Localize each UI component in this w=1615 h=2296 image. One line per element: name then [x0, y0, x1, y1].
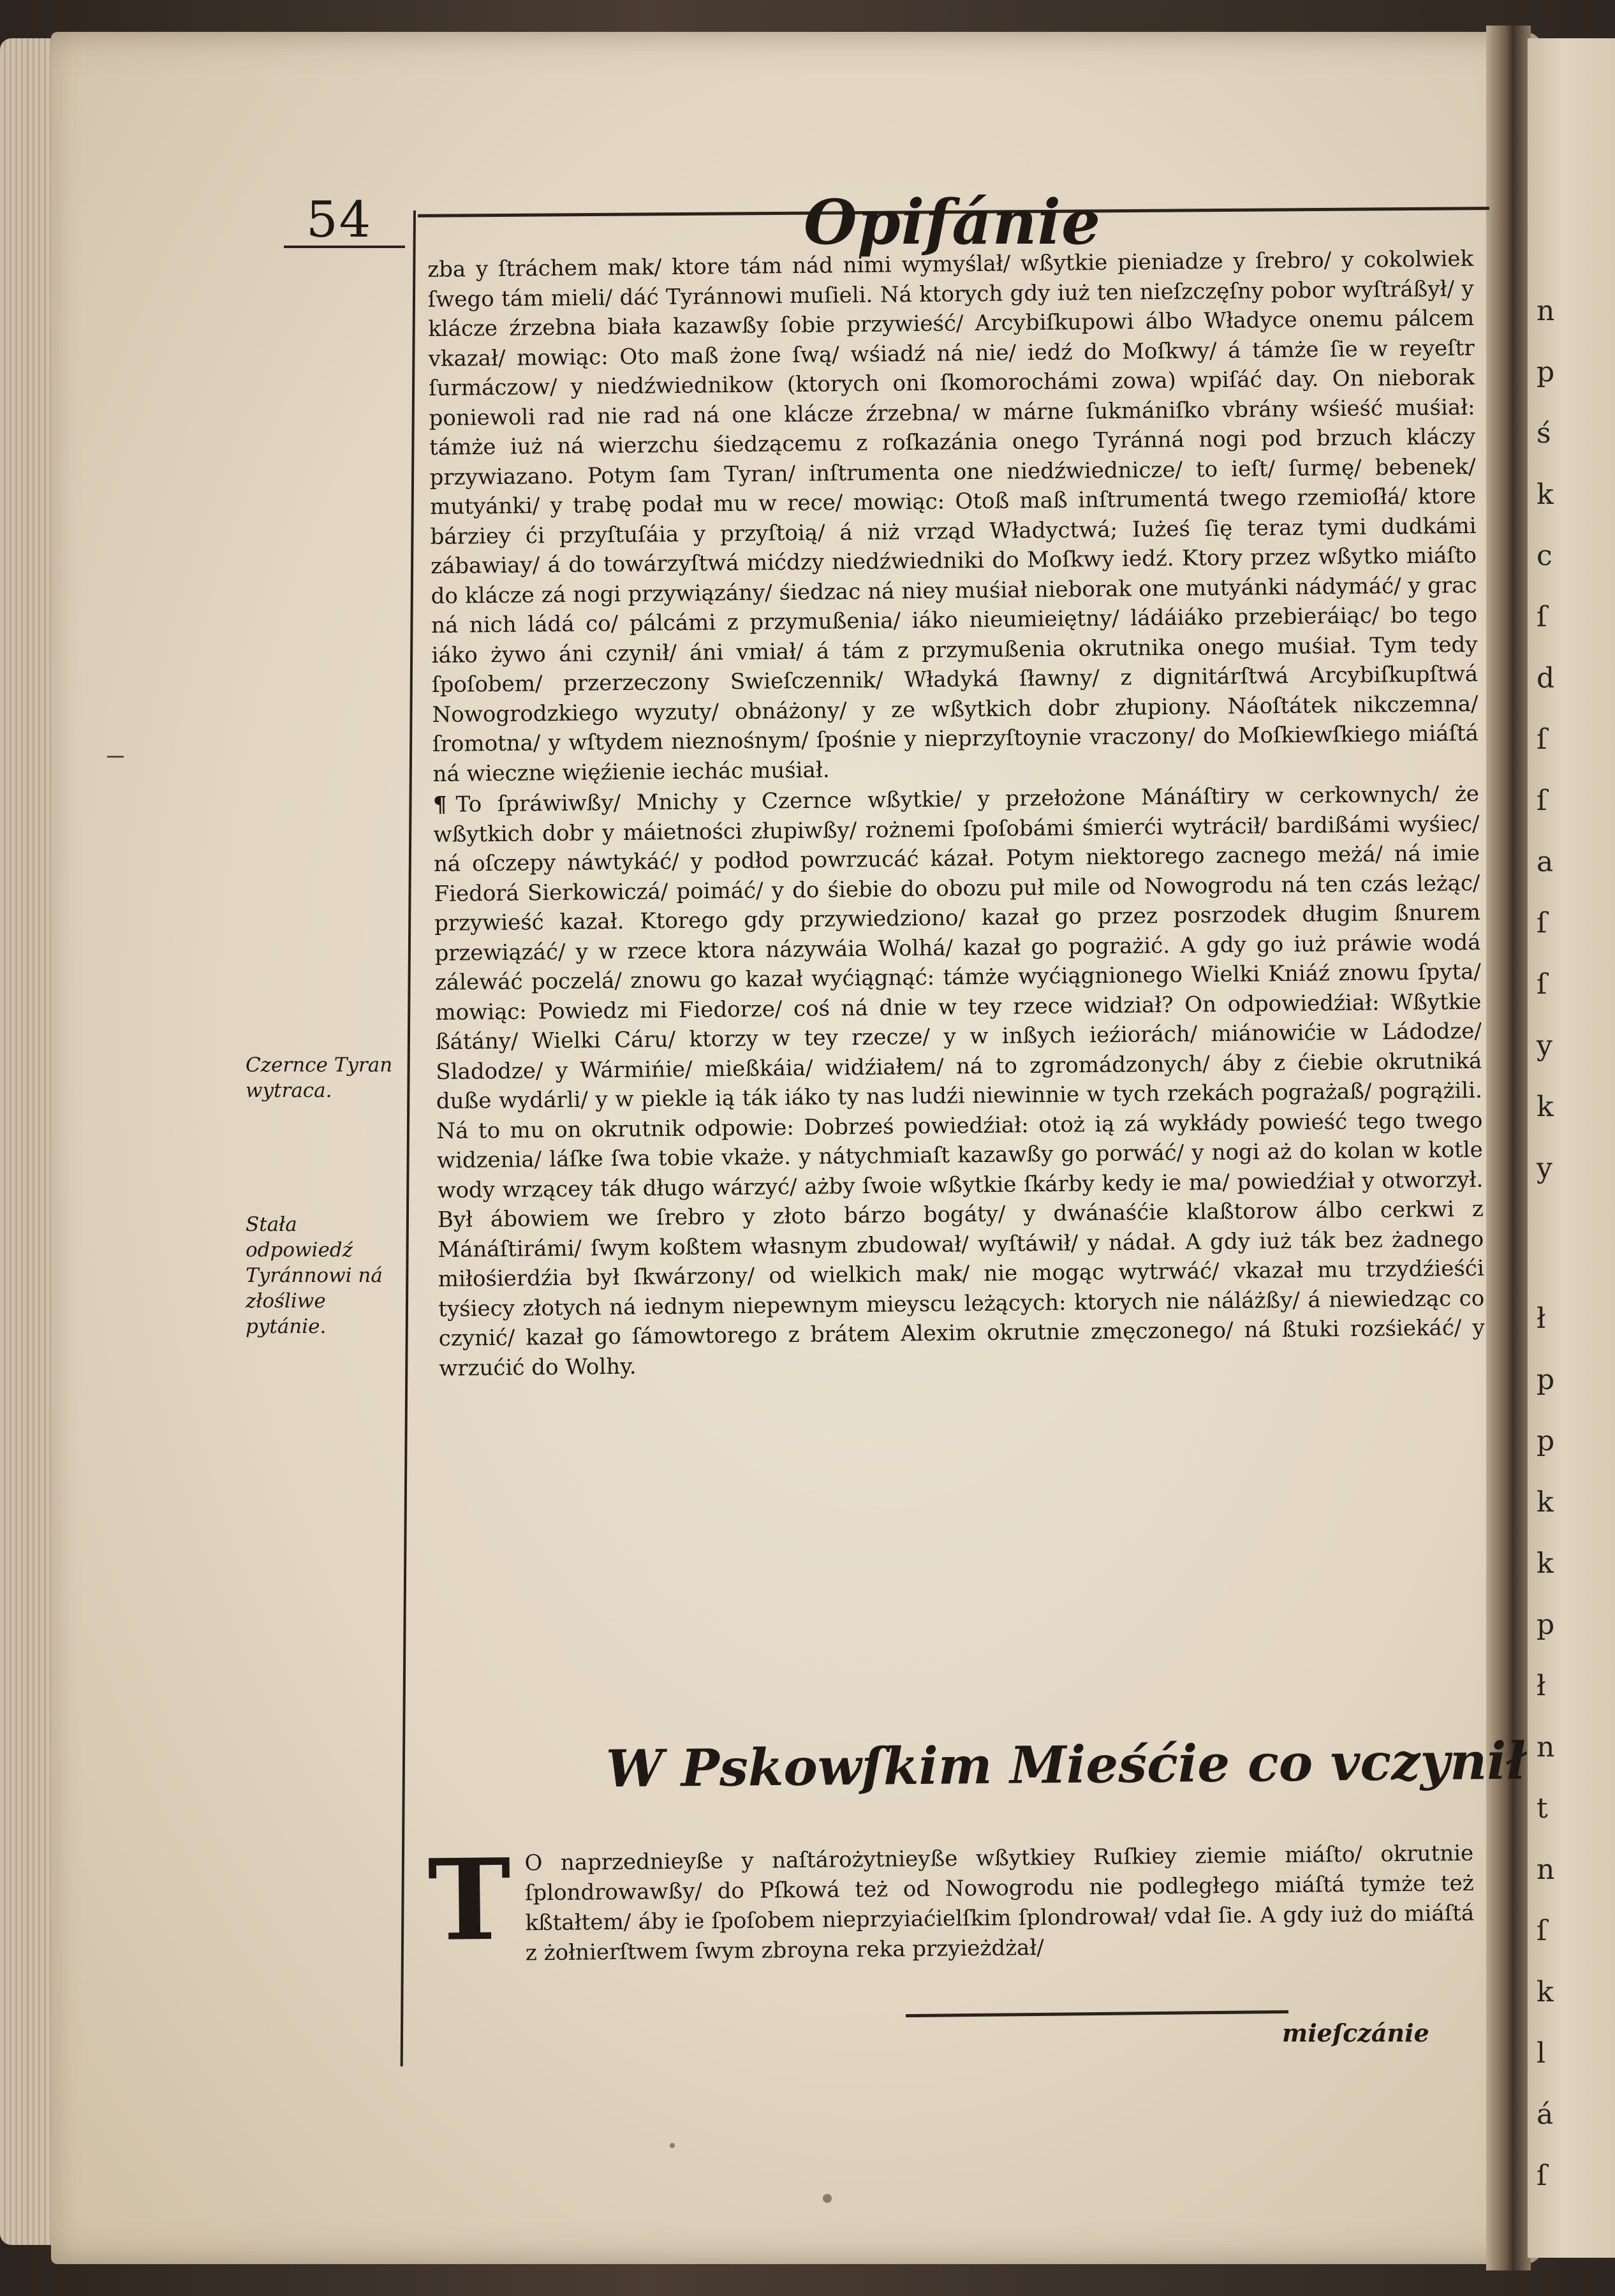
main-text-block — [427, 244, 1485, 1385]
paragraph-text: To ſpráwiwßy/ Mnichy y Czernce wßytkie/ y przełożone Mánáſtiry w cerkownych/ że wßytkich dobr y máietności złupiwßy/ rożnemi ſpoſobámi śmierći wytrácił/ bardißámi wyśiec/ ná oſczepy náwtykáć/ y podłod powrzucáć kázał. Potym niektorego zacnego meżá/ ná imie Fiedorá Sierkowiczá/ poimáć/ y do śiebie do obozu puł mile od Nowogrodu ná ten czás leżąc/ przywieść kazał. Ktorego gdy przywiedziono/ kazał go przez posrzodek długim ßnurem przewiązáć/ y w rzece ktora názywáia Wolhá/ kazał go pograżić. A gdy go iuż práwie wodá zálewáć poczelá/ znowu go kazał wyćiągnąć: támże wyćiągnionego Wielki Kniáź znowu ſpyta/ mowiąc: Powiedz mi Fiedorze/ coś ná dnie w tey rzece widział? On odpowiedźiał: Wßytkie ßátány/ Wielki Cáru/ ktorzy w tey rzecze/ y w inßych ieźiorách/ miánowićie w Ládodze/ Sladodze/ y Wármińie/ mießkáia/ widźiałem/ ná to zgromádzonych/ áby z ćiebie okrutniká duße wydárli/ y w piekle ią ták iáko ty nas ludźi niewinnie w tych rzekách pograżaß/ pogrążili. Ná to mu on okrutnik odpowie: Dobrześ powiedźiał: otoż ią zá wykłády powieść tego twego widzenia/ láſke ſwa tobie vkaże. y nátychmiaſt kazawßy go porwáć/ y nogi aż do kolan w kotle wody wrzącey ták długo wárzyć/ ażby ſwoie wßytkie ſkárby kedy ie ma/ powiedźiał y otworzył. Był ábowiem we ſrebro y złoto bárzo bogáty/ y dwánaśćie klaßtorow álbo cerkwi z Mánáſtirámi/ ſwym koßtem własnym zbudował/ wyſtáwił/ y nádał. A gdy iuż ták bez żadnego miłośierdźia był ſkwárzony/ od wielkich mak/ nie mogąc wytrwáć/ vkazał mu trzydźieśći tyśiecy złotych ná iednym niepewnym mieyscu leżących: ktorych nie náláżßy/ á niewiedząc co czynić/ kazał go ſámowtorego z brátem Alexim okrutnie zmęczonego/ ná ßtuki rozśiekáć/ y wrzućić do Wolhy. — [433, 781, 1485, 1381]
margin-note: Stała odpowiedź Tyránnowi ná złośliwe pytánie. — [246, 1213, 383, 1338]
facing-page-fragment: y — [1537, 1152, 1552, 1184]
section-heading: W Pskowſkim Mieśćie co vczynił — [605, 1730, 1526, 1799]
facing-page-fragment: ł — [1537, 1670, 1546, 1702]
margin-note: Czernce Tyran wytraca. — [246, 1054, 393, 1102]
facing-page-fragment: k — [1537, 478, 1554, 511]
drop-cap: T — [427, 1834, 512, 1966]
facing-page-fragment: p — [1537, 1364, 1555, 1396]
facing-page-fragment: c — [1537, 540, 1552, 572]
running-title: Opiſánie — [804, 186, 1102, 258]
facing-page-fragment: p — [1537, 356, 1555, 388]
page-number-rule — [284, 246, 405, 248]
margin-pen-mark — [107, 756, 124, 758]
facing-page-text-fragments — [1537, 281, 1613, 2207]
facing-page-edge — [1528, 38, 1615, 2258]
facing-page-fragment: d — [1537, 662, 1555, 695]
facing-page-fragment: k — [1537, 1976, 1554, 2008]
facing-page-fragment: l — [1537, 2037, 1546, 2070]
catchword: mieſczánie — [1282, 2019, 1429, 2047]
ink-spot — [670, 2143, 675, 2148]
facing-page-fragment: ſ — [1537, 723, 1547, 756]
facing-page-fragment: ł — [1537, 1302, 1546, 1335]
section-text-block — [427, 1834, 1475, 1969]
ink-spot — [823, 2194, 832, 2203]
facing-page-fragment: k — [1537, 1547, 1554, 1580]
facing-page-fragment: ſ — [1537, 968, 1547, 1001]
facing-page-fragment: ſ — [1537, 1915, 1547, 1947]
facing-page-fragment: ś — [1537, 417, 1551, 450]
facing-page-fragment: k — [1537, 1486, 1554, 1519]
facing-page-fragment: ſ — [1537, 601, 1547, 633]
facing-page-fragment: t — [1537, 1792, 1548, 1825]
paragraph: zba y ſtráchem mak/ ktore tám nád nimi wymyślał/ wßytkie pieniadze y ſrebro/ y cokolwiek ſwego tám mieli/ dáć Tyránnowi muſieli. Ná ktorych gdy iuż ten nieſzczęſny pobor wyſtráßył/ y klácze źrzebna biała kazawßy ſobie przywieść/ Arcybiſkupowi álbo Władyce onemu pálcem vkazał/ mowiąc: Oto maß żone ſwą/ wśiadź ná nie/ iedź do Moſkwy/ á támże ſie w reyeſtr ſurmáczow/ y niedźwiednikow (ktorych oni ſkomorochámi zowa) wpiſáć day. On nieborak poniewoli rad nie rad ná one klácze źrzebna/ w márne ſukmániſko vbrány wśieść muśiał: támże iuż ná wierzchu śiedzącemu z roſkazánia onego Tyránná nogi pod brzuch kláczy przywiazano. Potym ſam Tyran/ inſtrumenta one niedźwiednicze/ to ieſt/ ſurmę/ bebenek/ mutyánki/ y trabę podał mu w rece/ mowiąc: Otoß maß inſtrumentá twego rzemioſłá/ ktore bárziey ći przyſtuſáia y przyſtoią/ á niż vrząd Władyctwá; Iużeś ſię teraz tymi dudkámi zábawiay/ á do towárzyſtwá mićdzy niedźwiedniki do Moſkwy iedź. Ktory przez wßytko miáſto do klácze zá nogi przywiązány/ śiedzac ná niey muśiał nieborak one mutyánki nádymáć/ y grac ná nich ládá co/ pálcámi z przymußenia/ iáko nieumieiętny/ ládáiáko przebieráiąc/ bo tego iáko żywo áni czynił/ áni vmiał/ á tám z przymußenia okrutnika onego muśiał. Tym tedy ſpoſobem/ przerzeczony Swieſczennik/ Władyká ſławny/ z dignitárſtwá Arcybiſkupſtwá Nowogrodzkiego wyzuty/ obnáżony/ y ze wßytkich dobr złupiony. Náoſtátek nikczemna/ ſromotna/ y wſtydem nieznośnym/ ſpośnie y nieprzyſtoynie vraczony/ do Moſkiewſkiego miáſtá ná wieczne więźienie iechác muśiał. — [427, 246, 1479, 787]
facing-page-fragment: n — [1537, 1853, 1555, 1886]
section-paragraph: O naprzednieyße y naſtárożytnieyße wßytkiey Ruſkiey ziemie miáſto/ okrutnie ſplondrowawßy/ do Pſkowá też od Nowogrodu nie podległego miáſtá tymże też kßtałtem/ áby ie ſpoſobem nieprzyiaćielſkim ſplondrował/ vdał ſie. A gdy iuż do miáſtá z żołnierſtwem ſwym zbroyna reka przyieżdżał/ — [524, 1840, 1475, 1966]
facing-page-fragment: n — [1537, 1731, 1555, 1763]
page-number: 54 — [306, 191, 372, 249]
facing-page-fragment: á — [1537, 2098, 1554, 2131]
facing-page-fragment: p — [1537, 1425, 1555, 1457]
book-gutter — [1486, 26, 1531, 2270]
facing-page-fragment: k — [1537, 1091, 1554, 1123]
facing-page-fragment: n — [1537, 295, 1555, 327]
facing-page-fragment: ſ — [1537, 784, 1547, 817]
facing-page-fragment: p — [1537, 1608, 1555, 1641]
paragraph — [433, 779, 1486, 1383]
facing-page-fragment: a — [1537, 846, 1554, 878]
facing-page-fragment: ſ — [1537, 907, 1547, 939]
pilcrow-mark: ¶ — [432, 791, 447, 818]
facing-page-fragment: y — [1537, 1029, 1552, 1062]
facing-page-fragment: ſ — [1537, 2160, 1547, 2192]
